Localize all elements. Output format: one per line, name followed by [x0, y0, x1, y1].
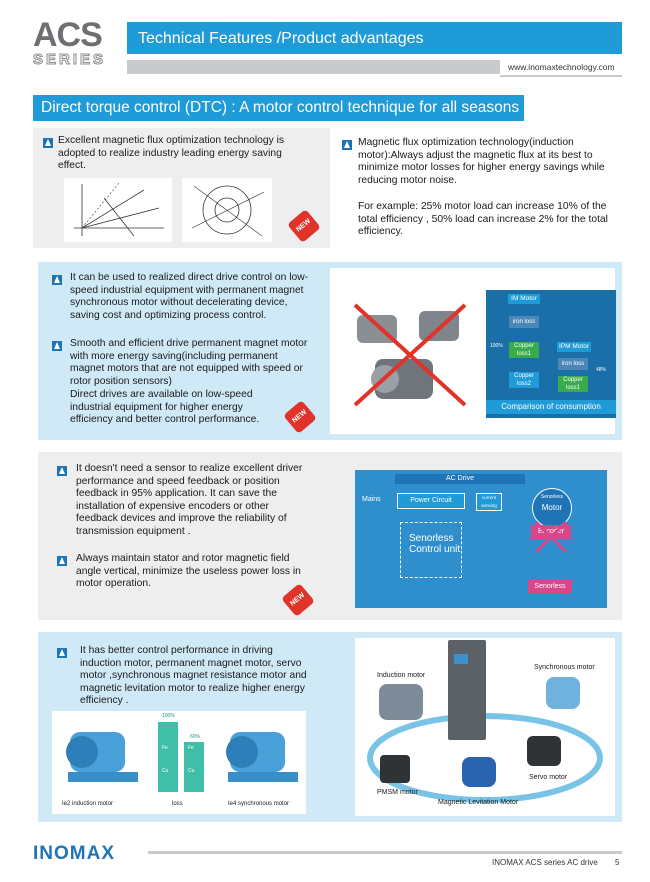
ipm-iron-loss: iron loss — [558, 358, 588, 370]
block1-left-text: Excellent magnetic flux optimization technology is adopted to realize industry leading energy saving effect. — [58, 135, 285, 172]
page-number: 5 — [615, 858, 620, 867]
im-motor-label: IM Motor — [508, 294, 540, 304]
loss-caption: loss — [172, 801, 183, 807]
page-title: Technical Features /Product advantages — [138, 30, 424, 47]
block2-text-2: Smooth and efficient drive permanent magnet motor with more energy saving(including permanent magnet motors that are not equipped with speed or rotor position sensors) — [70, 338, 308, 387]
website-url: www.inomaxtechnology.com — [508, 62, 615, 72]
loss-bar-ie4 — [184, 742, 204, 792]
chart-caption: Comparison of consumption — [486, 400, 616, 414]
footer-doc-title: INOMAX ACS series AC drive — [492, 858, 598, 867]
bullet-icon — [52, 275, 62, 285]
sensorless-motor-top: Senorless — [540, 494, 564, 500]
encoder-label: Encoder — [531, 525, 571, 539]
loss-cu-d: Cu — [188, 768, 195, 774]
sensorless-bottom: Senorless — [528, 580, 572, 594]
loss-fe-b: Fe — [188, 745, 194, 751]
footer-brand-logo: INOMAX — [33, 843, 115, 864]
im-copper-loss2: Copper loss2 — [509, 372, 539, 388]
block3-text-2: Always maintain stator and rotor magnetic field angle vertical, minimize the useless power loss in motor operation. — [76, 553, 301, 590]
loss-fe-a: Fe — [162, 745, 168, 751]
mains-label: Mains — [362, 496, 381, 503]
bullet-icon — [52, 341, 62, 351]
block1-example-text: For example: 25% motor load can increase 10% of the total efficiency , 50% load can increase 2% for the total efficiency. — [358, 201, 608, 238]
induction-motor-label: Induction motor — [377, 672, 426, 679]
logo-acs: ACS — [33, 16, 102, 54]
footer-divider — [148, 851, 622, 854]
block2-text-1: It can be used to realized direct drive control on low-speed industrial equipment with permanent magnet synchronous motor without decelerating device, saving cost and optimizing process control. — [70, 272, 309, 321]
current-sensing-box: current sensing — [476, 493, 502, 511]
bullet-icon — [57, 466, 67, 476]
ipm-percent: 48% — [596, 367, 607, 373]
bullet-icon — [57, 648, 67, 658]
ie2-motor-image — [60, 720, 140, 790]
synchronous-motor-label: Synchronous motor — [534, 664, 595, 671]
loss-100: 100% — [162, 713, 175, 719]
servo-motor-label: Servo motor — [529, 774, 568, 781]
control-unit-box: Senorless Control unit — [400, 522, 462, 578]
maglev-motor-label: Magnetic Levitation Motor — [438, 799, 519, 806]
flux-vector-diagram — [64, 178, 172, 242]
loss-60: 60% — [190, 734, 201, 740]
drive-display — [454, 654, 468, 664]
ie2-caption: Ie2 induction motor — [62, 801, 114, 807]
sensorless-motor-label: Motor — [541, 503, 563, 512]
maglev-motor-image — [462, 757, 496, 787]
block1-right-text: Magnetic flux optimization technology(induction motor):Always adjust the magnetic flux at its best to minimize motor losses for higher energy savings while reducing motor noise. — [358, 137, 605, 186]
ipm-motor-label: IPM Motor — [557, 342, 591, 352]
motor-flux-diagram — [182, 178, 272, 242]
section-title: Direct torque control (DTC) : A motor control technique for all seasons — [41, 99, 520, 116]
im-percent: 100% — [490, 343, 503, 349]
bullet-icon — [342, 140, 352, 150]
im-copper-loss1: Copper loss1 — [509, 342, 539, 358]
consumption-chart — [486, 290, 616, 418]
power-circuit-box: Power Circuit — [397, 493, 465, 509]
ipm-copper-loss1: Copper loss1 — [558, 376, 588, 392]
new-badge: NEW — [281, 583, 315, 617]
new-badge: NEW — [287, 209, 321, 243]
block3-text-1: It doesn't need a sensor to realize excellent driver performance and speed feedback or position feedback in 95% application. It can save the installation of expensive encoders or other feedback devices and improve the reliability of transmission equipment . — [76, 463, 303, 537]
ie4-caption: Ie4 synchronous motor — [228, 801, 290, 807]
block4-text: It has better control performance in driving induction motor, permanent magnet motor, servo motor ,synchronous magnet resistance motor and magnetic levitation motor to realize higher energy efficiency . — [80, 645, 307, 707]
encoder-cross — [534, 520, 568, 554]
im-iron-loss: iron loss — [509, 316, 539, 328]
servo-motor-image — [527, 736, 561, 766]
ie4-motor-image — [220, 720, 300, 790]
pmsm-motor-label: PMSM motor — [377, 789, 418, 796]
ac-drive-label: AC Drive — [395, 474, 525, 484]
new-badge: NEW — [283, 400, 317, 434]
gear-motor-photo — [345, 295, 475, 415]
block2-text-3: Direct drives are available on low-speed industrial equipment for higher energy efficiency and better control performance. — [70, 389, 260, 426]
loss-bar-ie2 — [158, 722, 178, 792]
induction-motor-image — [379, 684, 423, 720]
bullet-icon — [57, 556, 67, 566]
loss-cu-c: Cu — [162, 768, 169, 774]
bullet-icon — [43, 138, 53, 148]
logo-series: SERIES — [33, 51, 107, 68]
pmsm-motor-image — [380, 755, 410, 783]
synchronous-motor-image — [546, 677, 580, 709]
